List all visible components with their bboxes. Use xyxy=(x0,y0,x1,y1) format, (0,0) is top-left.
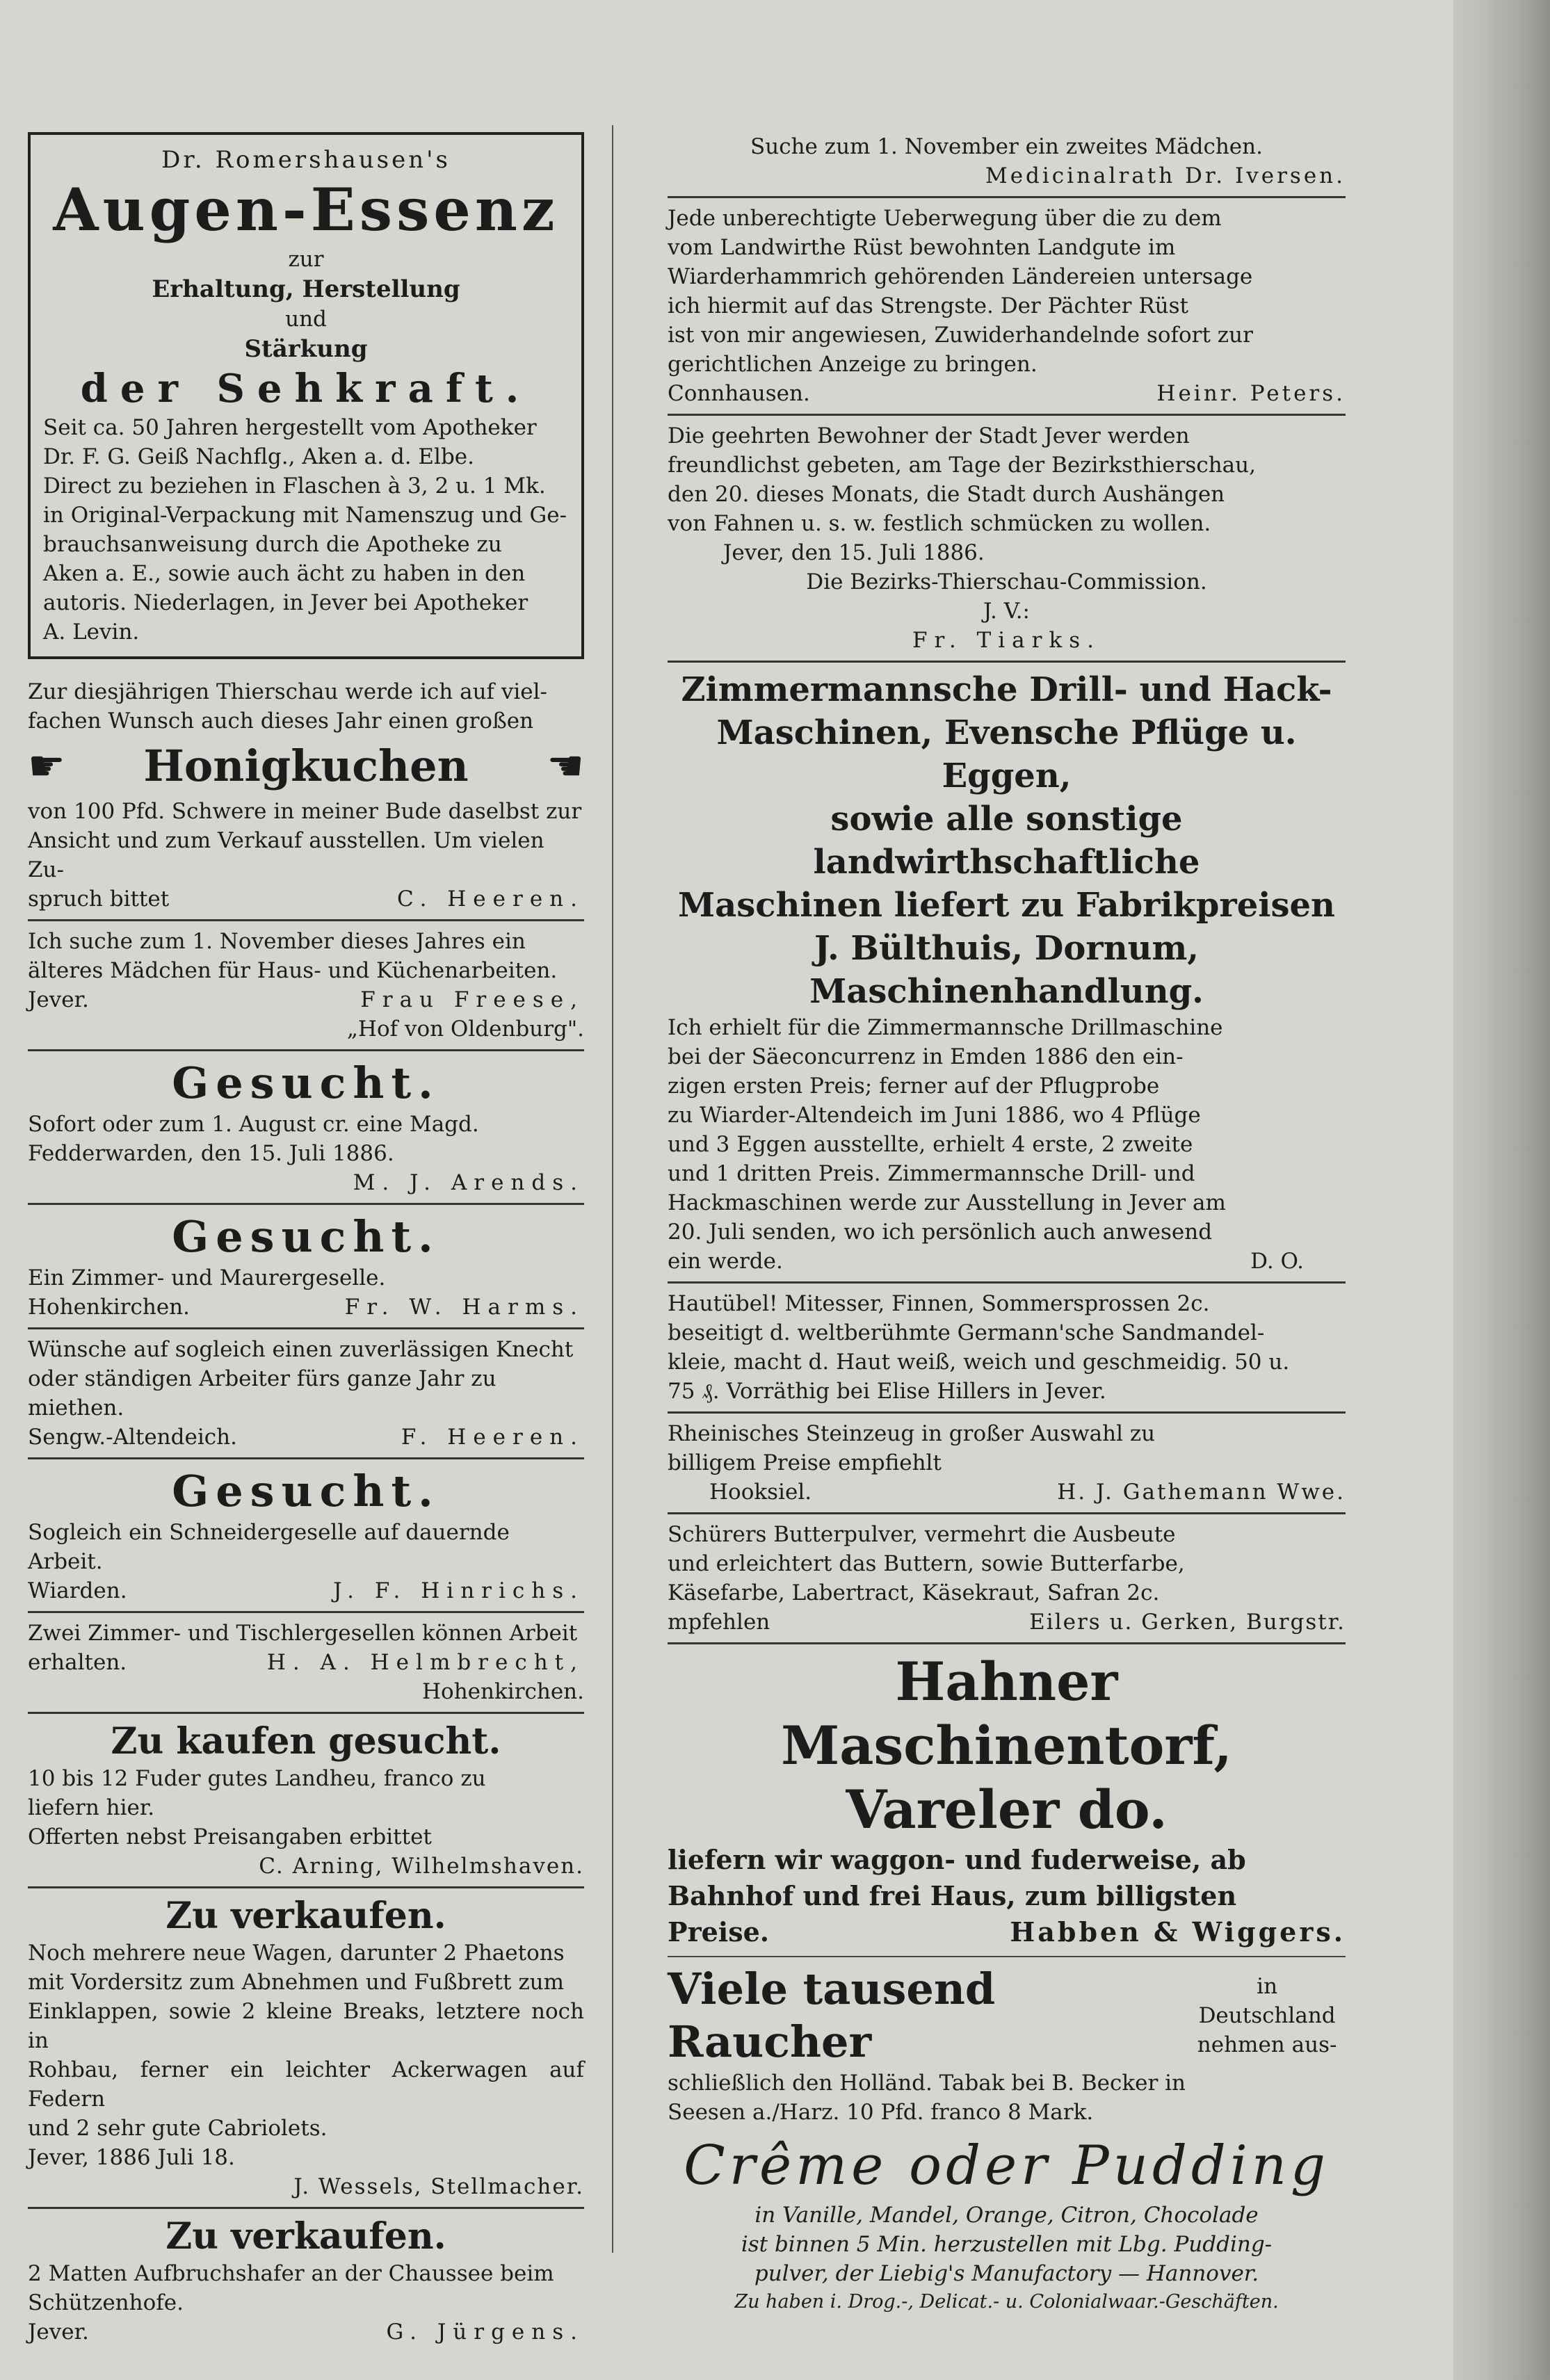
ad-bulthuis-heading: Maschinenhandlung. xyxy=(809,972,1204,1011)
ad-zu-verkaufen-wagen xyxy=(28,1894,584,2201)
ad-tischler-line: Zwei Zimmer- und Tischlergesellen können Arbeit xyxy=(28,1621,578,1646)
divider xyxy=(28,1712,584,1714)
ad-gesucht-place: Hohenkirchen. xyxy=(28,1295,190,1320)
ad-augen-title: Augen-Essenz xyxy=(53,175,559,244)
ad-bulthuis-line: zigen ersten Preis; ferner auf der Pflugprobe xyxy=(668,1074,1160,1099)
right-column xyxy=(668,132,1346,2320)
ad-augen-line: Dr. F. G. Geiß Nachflg., Aken a. d. Elbe. xyxy=(43,444,474,469)
ad-torf-sign-row xyxy=(668,1914,1346,1950)
ad-freese-line: Ich suche zum 1. November dieses Jahres ein xyxy=(28,929,526,954)
ad-butter-line: und erleichtert das Buttern, sowie Butterfarbe, xyxy=(668,1551,1185,1576)
ad-suche-maedchen xyxy=(668,132,1346,191)
ad-freese-signature: „Hof von Oldenburg". xyxy=(346,1017,584,1042)
page-binding-edge xyxy=(1453,0,1550,2380)
ad-kaufen-line: liefern hier. xyxy=(28,1795,155,1820)
ad-pudding-line: ist binnen 5 Min. herzustellen mit Lbg. Pudding- xyxy=(741,2232,1273,2257)
ad-peters-place: Connhausen. xyxy=(668,381,810,406)
ad-peters-line: gerichtlichen Anzeige zu bringen. xyxy=(668,352,1038,377)
ad-augen-subtitle: der Sehkraft. xyxy=(80,366,532,412)
ad-augen-line: zur xyxy=(288,247,324,272)
ad-gesucht-place: Wiarden. xyxy=(28,1578,127,1603)
ad-steinzeug-line: billigem Preise empfiehlt xyxy=(668,1450,942,1475)
ad-gesucht-line: Sogleich ein Schneidergeselle auf dauernde Arbeit. xyxy=(28,1520,510,1574)
ad-tischler-signature: H. A. Helmbrecht, xyxy=(266,1650,584,1675)
ad-butter-line: Schürers Butterpulver, vermehrt die Ausbeute xyxy=(668,1522,1176,1547)
ad-honig-sign-row xyxy=(28,884,584,914)
ad-peters-line: Jede unberechtigte Ueberwegung über die zu dem xyxy=(668,206,1222,231)
ad-zu-kaufen xyxy=(28,1719,584,1881)
ad-thierschau-line: Die geehrten Bewohner der Stadt Jever werden xyxy=(668,423,1190,448)
ad-raucher-side-line: in Deutschland xyxy=(1198,1974,1336,2028)
ad-thierschau-line: den 20. dieses Monats, die Stadt durch Aushängen xyxy=(668,482,1225,507)
divider xyxy=(668,414,1346,416)
ad-tischler xyxy=(28,1619,584,1706)
ad-bulthuis-signature: D. O. xyxy=(1250,1249,1304,1274)
ad-bulthuis-heading: J. Bülthuis, Dornum, xyxy=(814,929,1199,968)
divider xyxy=(668,1642,1346,1644)
ad-torf-line: Preise. xyxy=(668,1916,770,1948)
ad-honig-line: Zur diesjährigen Thierschau werde ich auf viel- xyxy=(28,679,548,704)
ad-knecht xyxy=(28,1335,584,1452)
ad-bulthuis-sign-row xyxy=(668,1247,1346,1276)
ad-gesucht-signature: M. J. Arends. xyxy=(353,1170,584,1195)
ad-gesucht-signature: Fr. W. Harms. xyxy=(344,1295,584,1320)
ad-gesucht-sign-row xyxy=(28,1293,584,1322)
ad-honig-title: Honigkuchen xyxy=(143,740,469,791)
ad-peters-signature: Heinr. Peters. xyxy=(1156,381,1346,406)
ad-steinzeug xyxy=(668,1419,1346,1507)
ad-gesucht-magd xyxy=(28,1057,584,1197)
divider xyxy=(28,1886,584,1888)
ad-torf-line: Bahnhof und frei Haus, zum billigsten xyxy=(668,1880,1237,1911)
ad-verkaufen-signature: J. Wessels, Stellmacher. xyxy=(293,2174,584,2199)
ad-pudding-line: Zu haben i. Drog.-, Delicat.- u. Colonialwaar.-Geschäften. xyxy=(734,2291,1279,2313)
divider xyxy=(668,1956,1346,1957)
ad-haut-line: beseitigt d. weltberühmte Germann'sche Sandmandel- xyxy=(668,1320,1265,1345)
ad-knecht-sign-row xyxy=(28,1423,584,1452)
ad-torf-signature: Habben & Wiggers. xyxy=(1010,1916,1346,1948)
ad-gesucht-line: Sofort oder zum 1. August cr. eine Magd. xyxy=(28,1112,479,1137)
ad-thierschau-line: freundlichst gebeten, am Tage der Bezirksthierschau, xyxy=(668,453,1256,478)
ad-augen-line: in Original-Verpackung mit Namenszug und Ge- xyxy=(43,503,567,528)
ad-haut-line: 75 ₰. Vorräthig bei Elise Hillers in Jever. xyxy=(668,1379,1106,1404)
ad-augen-line: Erhaltung, Herstellung xyxy=(152,275,460,303)
ad-gesucht-schneider xyxy=(28,1465,584,1605)
ad-honig-line: von 100 Pfd. Schwere in meiner Bude daselbst zur xyxy=(28,799,582,824)
ad-raucher-line: Seesen a./Harz. 10 Pfd. franco 8 Mark. xyxy=(668,2100,1094,2125)
left-column xyxy=(28,132,584,2351)
ad-steinzeug-signature: H. J. Gathemann Wwe. xyxy=(1057,1480,1346,1505)
ad-peters-line: ist von mir angewiesen, Zuwiderhandelnde sofort zur xyxy=(668,323,1253,348)
ad-butter-signature: Eilers u. Gerken, Burgstr. xyxy=(1029,1610,1346,1635)
divider xyxy=(28,1611,584,1613)
ad-peters-line: vom Landwirthe Rüst bewohnten Landgute im xyxy=(668,235,1176,260)
pointing-hand-left-icon: ☚ xyxy=(547,742,584,791)
ad-honig-line: fachen Wunsch auch dieses Jahr einen großen xyxy=(28,709,534,734)
divider xyxy=(28,919,584,921)
ad-maschinentorf xyxy=(668,1650,1346,1950)
ad-pudding xyxy=(668,2131,1346,2316)
ad-honigkuchen xyxy=(28,677,584,914)
ad-bulthuis-line: und 1 dritten Preis. Zimmermannsche Drill- und xyxy=(668,1161,1195,1186)
ad-verkaufen-title: Zu verkaufen. xyxy=(166,2215,446,2258)
ad-honig-line: spruch bittet xyxy=(28,887,170,912)
ad-bulthuis-line: Ich erhielt für die Zimmermannsche Drillmaschine xyxy=(668,1015,1223,1040)
pointing-hand-right-icon: ☛ xyxy=(28,742,65,791)
ad-gesucht-signature: J. F. Hinrichs. xyxy=(333,1578,584,1603)
ad-verkaufen-line: Einklappen, sowie 2 kleine Breaks, letztere noch in xyxy=(28,1999,584,2053)
ad-augen-line: Dr. Romershausen's xyxy=(161,146,451,174)
ad-tischler-sign-row xyxy=(28,1648,584,1677)
ad-thierschau-line: J. V.: xyxy=(983,599,1030,624)
ad-gesucht-sign-row xyxy=(28,1576,584,1605)
ad-thierschau xyxy=(668,421,1346,655)
ad-bulthuis-line: bei der Säeconcurrenz in Emden 1886 den ein- xyxy=(668,1044,1184,1069)
divider xyxy=(668,1411,1346,1414)
ad-raucher-side-line: nehmen aus- xyxy=(1197,2032,1337,2057)
ad-augen-essenz xyxy=(28,132,584,659)
ad-bulthuis-heading: Maschinen liefert zu Fabrikpreisen xyxy=(678,886,1335,925)
ad-thierschau-line: Die Bezirks-Thierschau-Commission. xyxy=(806,569,1207,594)
ad-bulthuis-heading: Maschinen, Evensche Pflüge u. Eggen, xyxy=(716,713,1297,795)
divider xyxy=(668,196,1346,198)
ad-verkaufen-line: Schützenhofe. xyxy=(28,2290,184,2315)
ad-peters-line: Wiarderhammrich gehörenden Ländereien untersage xyxy=(668,264,1253,289)
ad-thierschau-signature: Fr. Tiarks. xyxy=(912,628,1101,653)
ad-bulthuis-heading: Zimmermannsche Drill- und Hack- xyxy=(681,670,1332,709)
ad-steinzeug-sign-row xyxy=(668,1478,1346,1507)
ad-torf-line: liefern wir waggon- und fuderweise, ab xyxy=(668,1844,1246,1875)
ad-steinzeug-place: Hooksiel. xyxy=(709,1480,812,1505)
ad-pudding-heading: Crême oder Pudding xyxy=(684,2135,1330,2197)
ad-zu-verkaufen-hafer xyxy=(28,2215,584,2347)
ad-torf-heading: Vareler do. xyxy=(846,1779,1168,1840)
ad-verkaufen-signature: G. Jürgens. xyxy=(386,2320,584,2345)
ad-kaufen-title: Zu kaufen gesucht. xyxy=(111,1720,501,1763)
divider xyxy=(668,661,1346,663)
ad-raucher-line: schließlich den Holländ. Tabak bei B. Becker in xyxy=(668,2071,1186,2096)
ad-freese-line: älteres Mädchen für Haus- und Küchenarbeiten. xyxy=(28,958,558,983)
ad-freese xyxy=(28,927,584,1044)
ad-tischler-line: erhalten. xyxy=(28,1650,127,1675)
ad-verkaufen-line: mit Vordersitz zum Abnehmen und Fußbrett zum xyxy=(28,1970,565,1995)
ad-augen-line: Stärkung xyxy=(244,335,368,363)
ad-kaufen-line: Offerten nebst Preisangaben erbittet xyxy=(28,1824,432,1849)
ad-verkaufen-line: Noch mehrere neue Wagen, darunter 2 Phaetons xyxy=(28,1941,565,1966)
divider xyxy=(668,1281,1346,1284)
ad-kaufen-signature: C. Arning, Wilhelmshaven. xyxy=(259,1854,584,1879)
ad-peters xyxy=(668,204,1346,408)
ad-bulthuis-line: und 3 Eggen ausstellte, erhielt 4 erste, 2 zweite xyxy=(668,1132,1193,1157)
ad-augen-line: brauchsanweisung durch die Apotheke zu xyxy=(43,532,502,557)
divider xyxy=(28,2207,584,2209)
ad-knecht-line: oder ständigen Arbeiter fürs ganze Jahr zu miethen. xyxy=(28,1366,497,1420)
divider xyxy=(28,1049,584,1051)
ad-thierschau-line: von Fahnen u. s. w. festlich schmücken zu wollen. xyxy=(668,511,1211,536)
ad-steinzeug-line: Rheinisches Steinzeug in großer Auswahl zu xyxy=(668,1421,1156,1446)
ad-verkaufen-sign-row xyxy=(28,2317,584,2347)
ad-honig-signature: C. Heeren. xyxy=(396,887,584,912)
ad-knecht-place: Sengw.-Altendeich. xyxy=(28,1425,237,1450)
ad-gesucht-line: Fedderwarden, den 15. Juli 1886. xyxy=(28,1141,394,1166)
ad-knecht-line: Wünsche auf sogleich einen zuverlässigen Knecht xyxy=(28,1337,574,1362)
ad-bulthuis-line: zu Wiarder-Altendeich im Juni 1886, wo 4 Pflüge xyxy=(668,1103,1201,1128)
ad-torf-heading: Hahner Maschinentorf, xyxy=(781,1651,1232,1776)
ad-freese-sign-row xyxy=(28,985,584,1014)
ad-butter-line: Käsefarbe, Labertract, Käsekraut, Safran 2c. xyxy=(668,1580,1160,1605)
ad-augen-line: A. Levin. xyxy=(43,620,140,645)
ad-augen-line: Aken a. E., sowie auch ächt zu haben in den xyxy=(43,561,526,586)
ad-verkaufen-place: Jever. xyxy=(28,2320,89,2345)
ad-knecht-signature: F. Heeren. xyxy=(401,1425,584,1450)
ad-verkaufen-line: Jever, 1886 Juli 18. xyxy=(28,2145,235,2170)
ad-honig-title-row xyxy=(28,740,584,793)
ad-kaufen-line: 10 bis 12 Fuder gutes Landheu, franco zu xyxy=(28,1766,486,1791)
ad-honig-line: Ansicht und zum Verkauf ausstellen. Um vielen Zu- xyxy=(28,828,544,882)
divider xyxy=(668,1512,1346,1514)
ad-tischler-signature: Hohenkirchen. xyxy=(422,1679,584,1704)
ad-butter-sign-row xyxy=(668,1608,1346,1637)
ad-freese-signature: Frau Freese, xyxy=(360,987,584,1012)
divider xyxy=(28,1457,584,1459)
ad-pudding-line: in Vanille, Mandel, Orange, Citron, Chocolade xyxy=(754,2203,1259,2228)
ad-gesucht-line: Ein Zimmer- und Maurergeselle. xyxy=(28,1265,386,1290)
ad-bulthuis xyxy=(668,668,1346,1276)
ad-hautuebel xyxy=(668,1289,1346,1406)
ad-thierschau-line: Jever, den 15. Juli 1886. xyxy=(723,540,985,565)
ad-suche-line: Suche zum 1. November ein zweites Mädchen. xyxy=(750,134,1263,159)
ad-augen-line: autoris. Niederlagen, in Jever bei Apotheker xyxy=(43,590,528,615)
ad-freese-place: Jever. xyxy=(28,987,89,1012)
ad-peters-line: ich hiermit auf das Strengste. Der Pächter Rüst xyxy=(668,293,1189,318)
ad-raucher-side xyxy=(1188,1972,1346,2059)
ad-verkaufen-line: und 2 sehr gute Cabriolets. xyxy=(28,2116,328,2141)
ad-butter-line: mpfehlen xyxy=(668,1610,770,1635)
ad-gesucht-title: Gesucht. xyxy=(172,1211,440,1262)
column-divider xyxy=(612,125,613,2253)
ad-pudding-line: pulver, der Liebig's Manufactory — Hannover. xyxy=(754,2261,1259,2286)
ad-augen-line: und xyxy=(285,307,327,332)
ad-raucher-heading: Viele tausend Raucher xyxy=(668,1964,996,2067)
ad-butterpulver xyxy=(668,1520,1346,1637)
ad-suche-signature: Medicinalrath Dr. Iversen. xyxy=(985,163,1346,188)
ad-raucher-head-row xyxy=(668,1963,1346,2069)
divider xyxy=(28,1203,584,1205)
ad-verkaufen-title: Zu verkaufen. xyxy=(166,1895,446,1937)
ad-verkaufen-line: 2 Matten Aufbruchshafer an der Chaussee beim xyxy=(28,2261,554,2286)
ad-raucher xyxy=(668,1963,1346,2127)
ad-bulthuis-line: 20. Juli senden, wo ich persönlich auch anwesend xyxy=(668,1220,1213,1245)
ad-gesucht-title: Gesucht. xyxy=(172,1466,440,1516)
ad-verkaufen-line: Rohbau, ferner ein leichter Ackerwagen auf Federn xyxy=(28,2057,584,2112)
ad-augen-line: Direct zu beziehen in Flaschen à 3, 2 u. 1 Mk. xyxy=(43,473,546,499)
ad-haut-line: kleie, macht d. Haut weiß, weich und geschmeidig. 50 u. xyxy=(668,1350,1290,1375)
divider xyxy=(28,1327,584,1329)
ad-bulthuis-line: ein werde. xyxy=(668,1249,783,1274)
ad-gesucht-title: Gesucht. xyxy=(172,1058,440,1108)
ad-gesucht-geselle xyxy=(28,1211,584,1322)
ad-haut-line: Hautübel! Mitesser, Finnen, Sommersprossen 2c. xyxy=(668,1291,1210,1316)
ad-peters-sign-row xyxy=(668,379,1346,408)
ad-bulthuis-heading: sowie alle sonstige landwirthschaftliche xyxy=(813,800,1200,882)
ad-augen-line: Seit ca. 50 Jahren hergestellt vom Apotheker xyxy=(43,415,537,440)
ad-bulthuis-line: Hackmaschinen werde zur Ausstellung in Jever am xyxy=(668,1190,1226,1215)
